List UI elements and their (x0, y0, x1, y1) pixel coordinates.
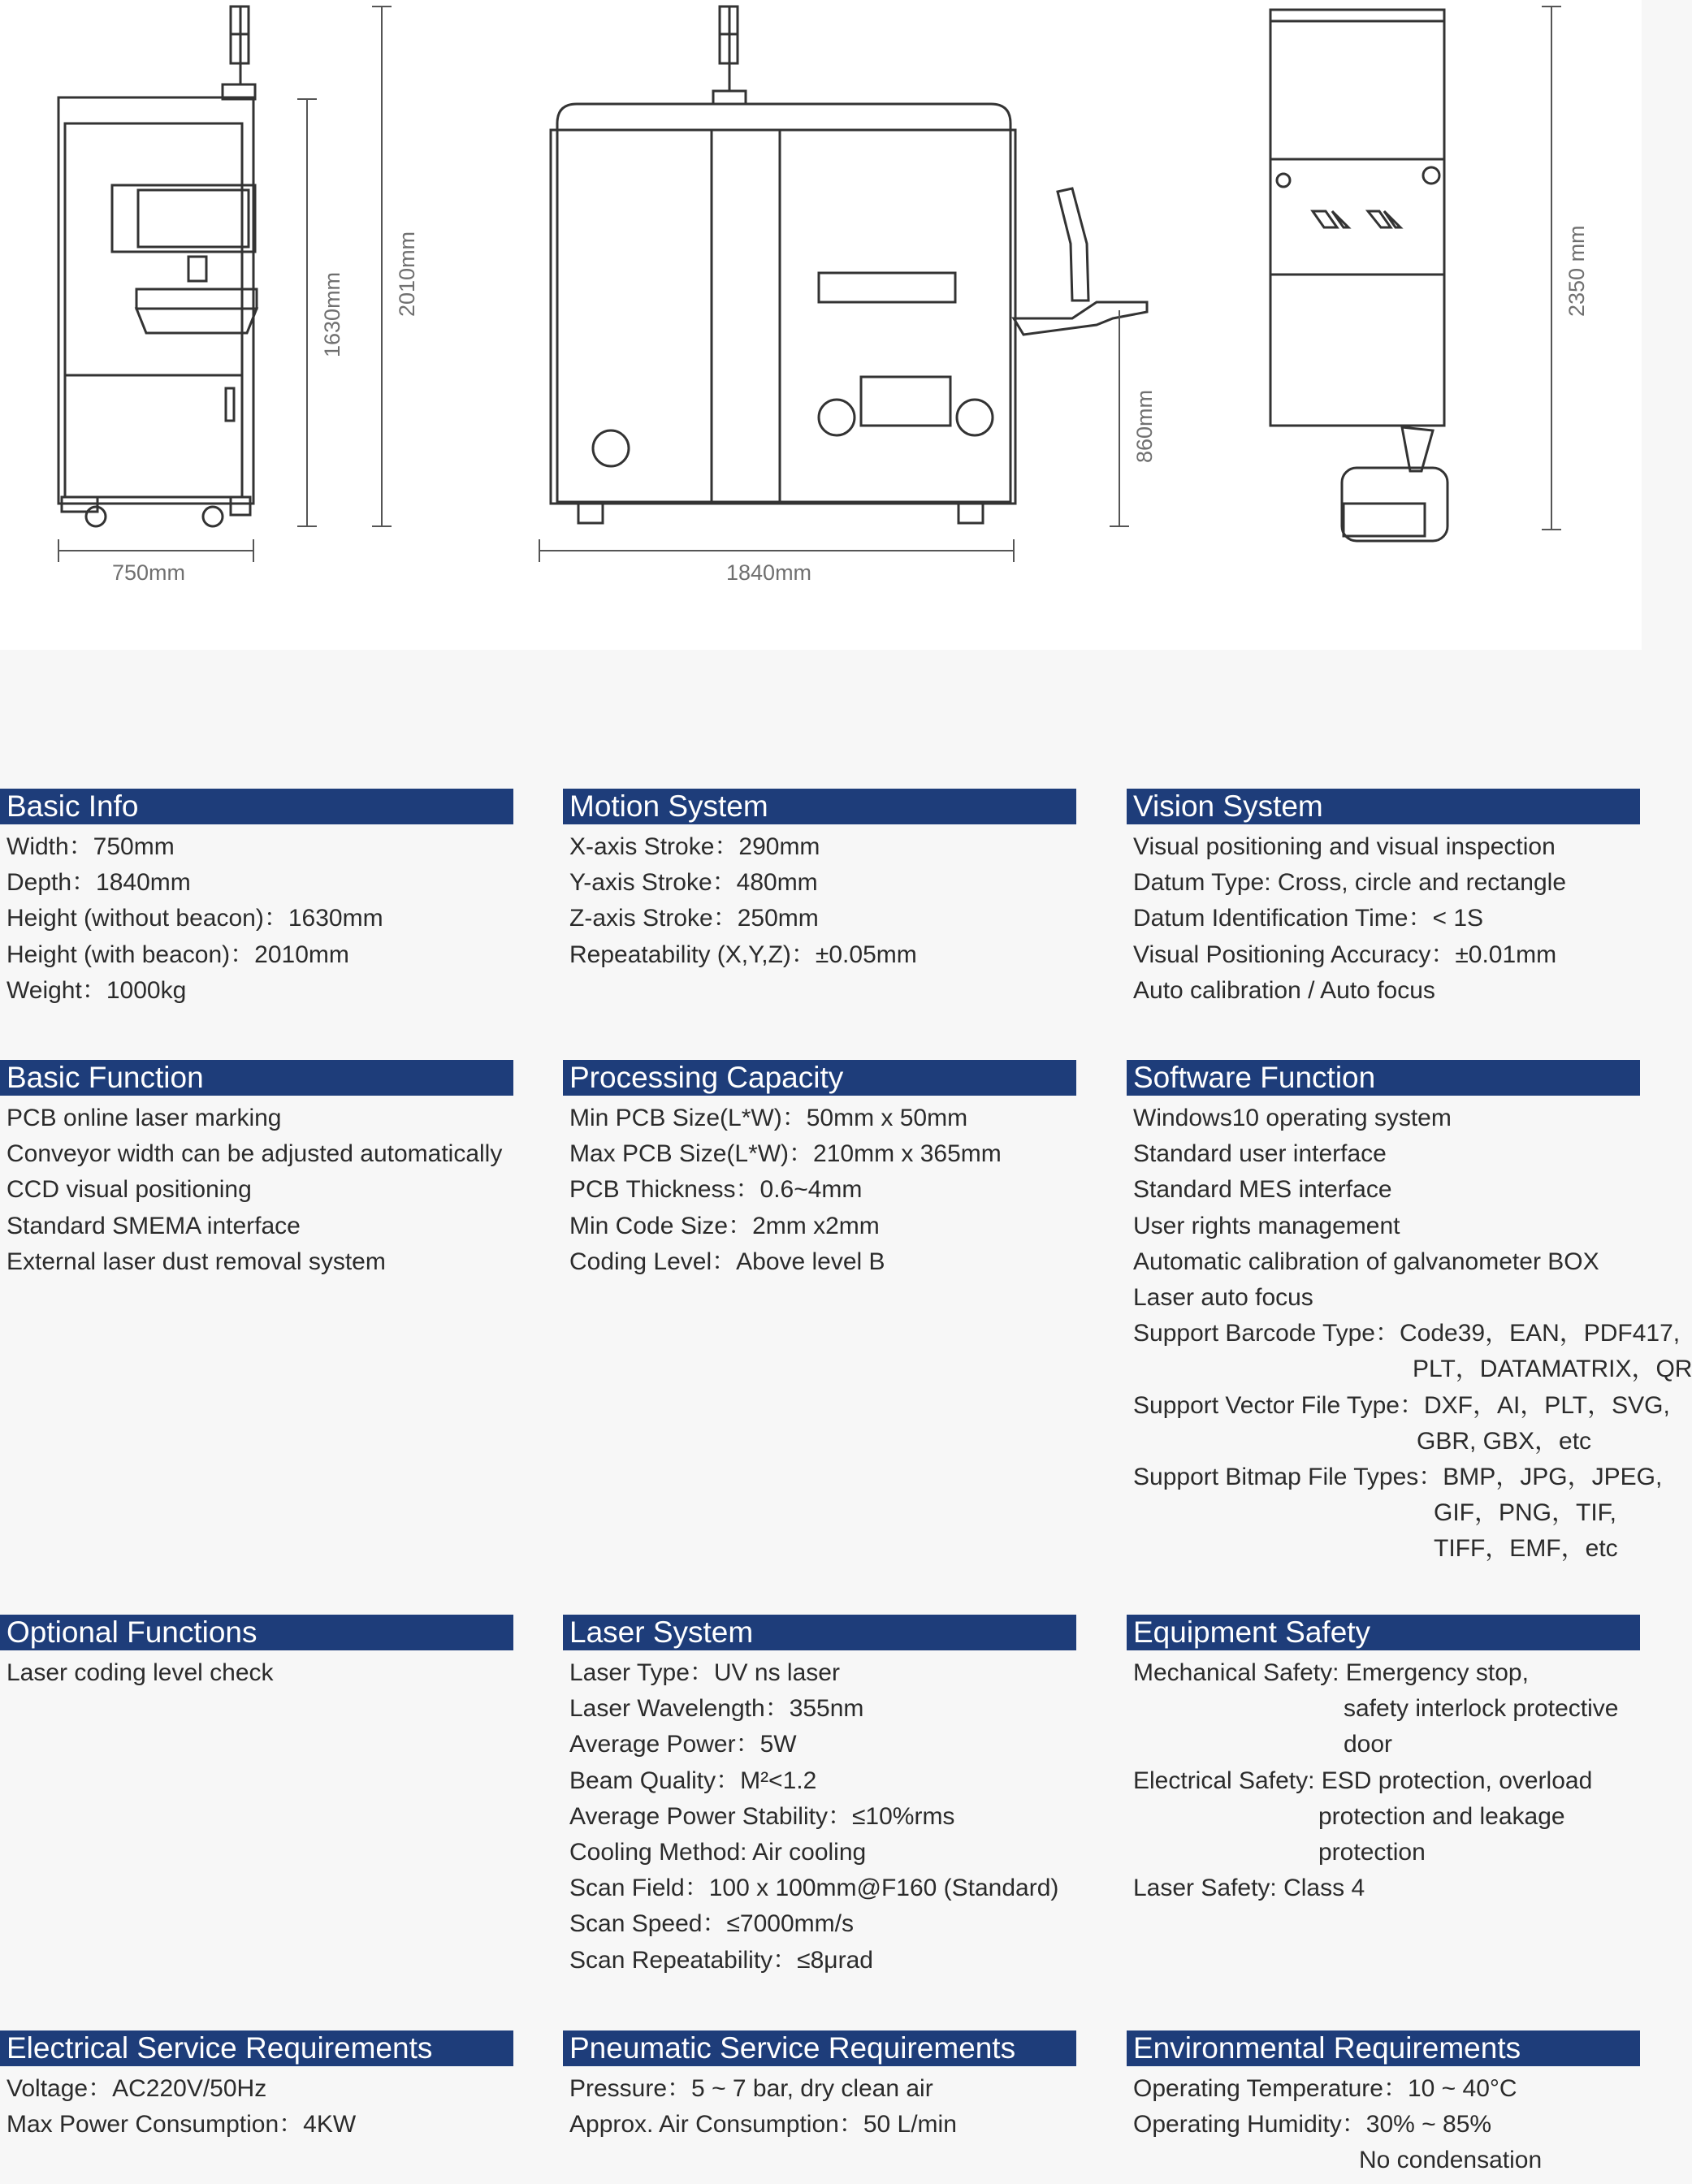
spec-line: Z-axis Stroke：250mm (569, 905, 819, 932)
spec-line: CCD visual positioning (6, 1176, 252, 1204)
section-title: Vision System (1127, 789, 1640, 824)
spec-line: Mechanical Safety: Emergency stop, (1133, 1659, 1529, 1686)
spec-line: Automatic calibration of galvanometer BOX (1133, 1248, 1599, 1275)
spec-line: Scan Field：100 x 100mm@F160 (Standard) (569, 1875, 1059, 1902)
spec-line: PCB Thickness：0.6~4mm (569, 1176, 863, 1204)
spec-line: Support Barcode Type：Code39，EAN，PDF417, (1133, 1320, 1681, 1347)
spec-line: TIFF，EMF，etc (1434, 1535, 1618, 1563)
section-equipment-safety (1127, 1615, 1640, 1906)
spec-line: Laser auto focus (1133, 1284, 1313, 1312)
spec-line: Support Vector File Type：DXF，AI，PLT，SVG, (1133, 1391, 1670, 1419)
section-environmental (1127, 2030, 1640, 2179)
spec-line: Average Power：5W (569, 1731, 797, 1758)
section-vision-system (1127, 789, 1640, 1009)
section-title: Basic Info (0, 789, 513, 824)
spec-line: Auto calibration / Auto focus (1133, 976, 1435, 1004)
machine-drawings (0, 0, 1642, 650)
spec-line: Visual Positioning Accuracy：±0.01mm (1133, 941, 1557, 968)
spec-line: Repeatability (X,Y,Z)：±0.05mm (569, 941, 917, 968)
spec-line: Height (without beacon)：1630mm (6, 905, 383, 932)
section-processing-capacity (563, 1060, 1076, 1280)
section-title: Equipment Safety (1127, 1615, 1640, 1650)
side-view-drawing (58, 6, 257, 526)
spec-line: Average Power Stability：≤10%rms (569, 1802, 955, 1830)
section-title: Motion System (563, 789, 1076, 824)
section-title: Laser System (563, 1615, 1076, 1650)
spec-line: X-axis Stroke：290mm (569, 833, 820, 860)
spec-line: door (1344, 1731, 1393, 1758)
section-title: Pneumatic Service Requirements (563, 2030, 1076, 2066)
spec-line: Approx. Air Consumption：50 L/min (569, 2111, 957, 2139)
dimension-drawing-svg (0, 0, 1642, 650)
spec-line: Operating Humidity：30% ~ 85% (1133, 2111, 1492, 2139)
section-title: Software Function (1127, 1060, 1640, 1096)
spec-line: No condensation (1359, 2147, 1543, 2174)
spec-line: Weight：1000kg (6, 976, 187, 1004)
spec-line: Electrical Safety: ESD protection, overload (1133, 1767, 1593, 1794)
spec-line: protection and leakage (1318, 1802, 1565, 1830)
spec-line: Datum Identification Time：< 1S (1133, 905, 1484, 932)
height-with-beacon-label: 2010mm (395, 231, 419, 317)
section-motion-system (563, 789, 1076, 973)
top-view-drawing (1270, 10, 1448, 541)
spec-line: User rights management (1133, 1212, 1400, 1239)
spec-line: Support Bitmap File Types：BMP，JPG，JPEG, (1133, 1464, 1663, 1491)
top-height-label: 2350 mm (1564, 225, 1589, 317)
spec-line: Beam Quality：M²<1.2 (569, 1767, 817, 1794)
spec-line: Laser Wavelength：355nm (569, 1695, 864, 1723)
length-dimension-label: 1840mm (726, 560, 812, 585)
section-title: Basic Function (0, 1060, 513, 1096)
spec-line: Min Code Size：2mm x2mm (569, 1212, 880, 1239)
spec-line: Operating Temperature：10 ~ 40°C (1133, 2075, 1517, 2102)
section-software-function (1127, 1060, 1692, 1568)
spec-line: External laser dust removal system (6, 1248, 386, 1275)
section-optional-functions (0, 1615, 513, 1691)
spec-line: Height (with beacon)：2010mm (6, 941, 349, 968)
front-view-drawing (551, 6, 1147, 523)
spec-line: Standard user interface (1133, 1140, 1387, 1168)
spec-line: Width：750mm (6, 833, 175, 860)
spec-line: GIF，PNG，TIF, (1434, 1499, 1616, 1527)
spec-line: protection (1318, 1839, 1426, 1866)
section-pneumatic-service (563, 2030, 1076, 2143)
spec-line: Conveyor width can be adjusted automatically (6, 1140, 503, 1168)
section-title: Electrical Service Requirements (0, 2030, 513, 2066)
height-no-beacon-label: 1630mm (320, 271, 344, 357)
spec-line: Y-axis Stroke：480mm (569, 869, 818, 897)
spec-line: Laser Type：UV ns laser (569, 1659, 840, 1686)
spec-line: Scan Repeatability：≤8μrad (569, 1946, 873, 1974)
spec-line: Laser Safety: Class 4 (1133, 1875, 1365, 1902)
spec-line: Max Power Consumption：4KW (6, 2111, 357, 2139)
section-title: Processing Capacity (563, 1060, 1076, 1096)
spec-line: Cooling Method: Air cooling (569, 1839, 867, 1866)
section-laser-system (563, 1615, 1076, 1979)
spec-line: Scan Speed：≤7000mm/s (569, 1910, 854, 1938)
spec-line: PLT，DATAMATRIX，QR (1413, 1356, 1692, 1383)
spec-line: Coding Level：Above level B (569, 1248, 885, 1275)
section-title: Optional Functions (0, 1615, 513, 1650)
spec-line: Depth：1840mm (6, 869, 191, 897)
spec-line: Standard MES interface (1133, 1176, 1392, 1204)
spec-line: Laser coding level check (6, 1659, 274, 1686)
spec-line: Windows10 operating system (1133, 1105, 1452, 1131)
spec-line: Voltage：AC220V/50Hz (6, 2075, 267, 2102)
spec-line: Datum Type: Cross, circle and rectangle (1133, 869, 1567, 897)
section-electrical-service (0, 2030, 513, 2143)
table-height-label: 860mm (1132, 389, 1157, 463)
spec-line: Max PCB Size(L*W)：210mm x 365mm (569, 1140, 1002, 1168)
section-title: Environmental Requirements (1127, 2030, 1640, 2066)
spec-line: GBR, GBX，etc (1417, 1427, 1592, 1455)
spec-line: Min PCB Size(L*W)：50mm x 50mm (569, 1105, 968, 1131)
section-basic-function (0, 1060, 513, 1280)
spec-line: PCB online laser marking (6, 1105, 282, 1131)
spec-line: safety interlock protective (1344, 1695, 1619, 1723)
spec-line: Standard SMEMA interface (6, 1212, 301, 1239)
spec-line: Pressure：5 ~ 7 bar, dry clean air (569, 2075, 933, 2102)
spec-line: Visual positioning and visual inspection (1133, 833, 1556, 860)
section-basic-info (0, 789, 513, 1009)
width-dimension-label: 750mm (112, 560, 186, 585)
